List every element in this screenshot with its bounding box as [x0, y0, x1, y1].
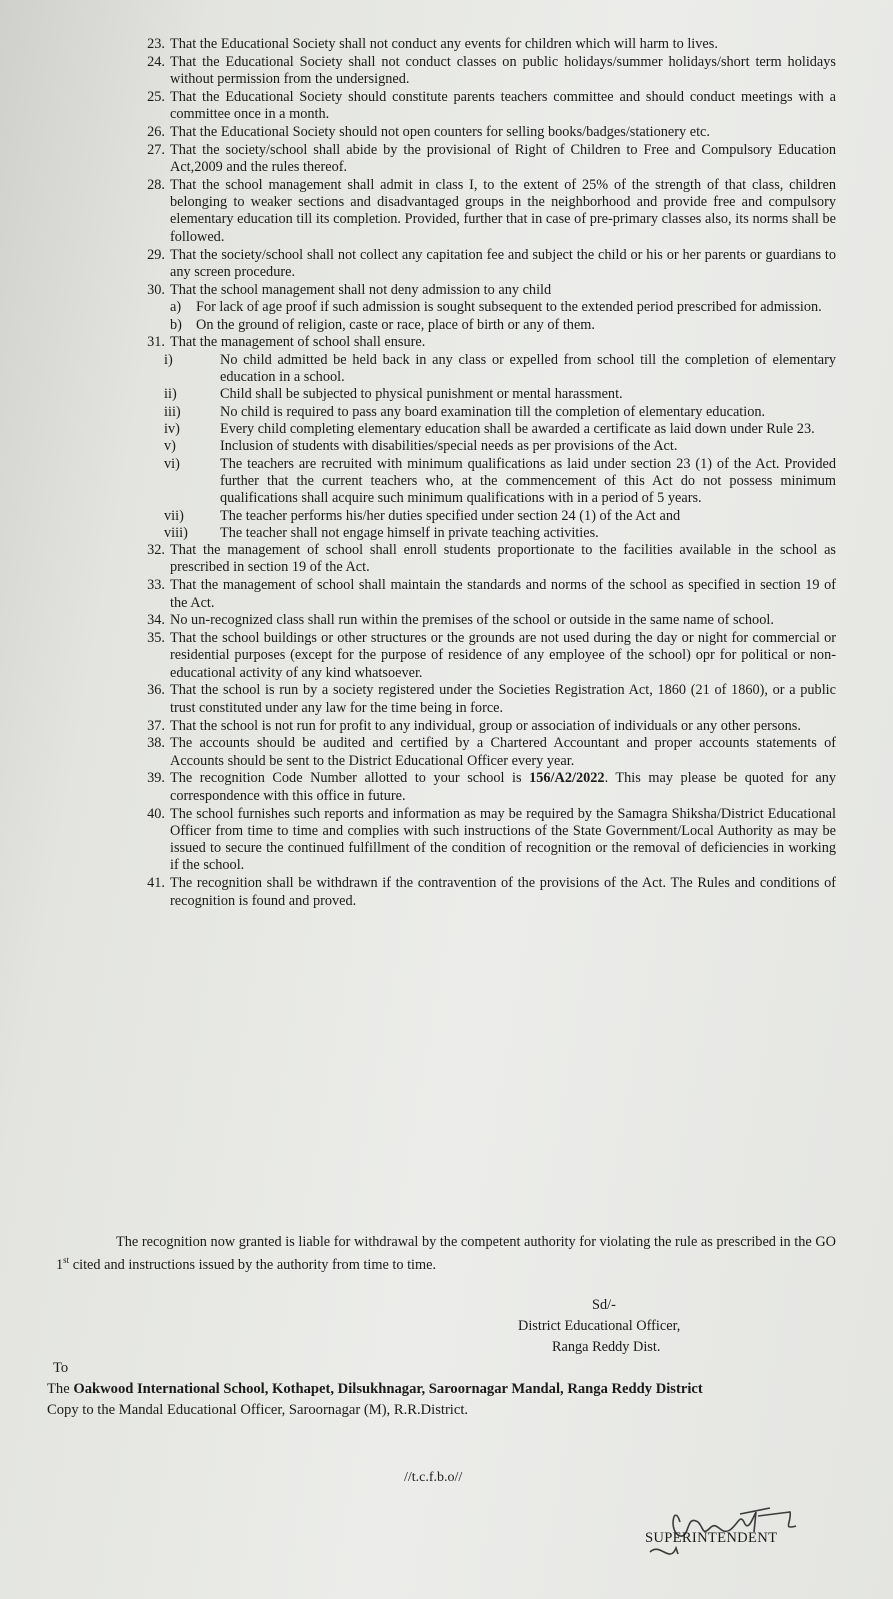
- item-number: 36.: [147, 682, 165, 699]
- item-number: 25.: [147, 88, 165, 105]
- item-number: 39.: [147, 770, 165, 787]
- item-text: That the school management shall not deny admission to any child: [170, 281, 552, 298]
- sub-item: [164, 438, 836, 455]
- closing-paragraph: [56, 1234, 836, 1274]
- item-number: 35.: [147, 630, 165, 647]
- item-number: 34.: [147, 612, 165, 629]
- sub-item-label: vii): [164, 507, 184, 524]
- item-text: That the management of school shall ensure.: [170, 334, 426, 351]
- conditions-list: [136, 36, 836, 910]
- item-text-part: The recognition Code Number allotted to your school is: [170, 770, 530, 787]
- reference-code: //t.c.f.b.o//: [404, 1470, 463, 1485]
- sub-item-label: i): [164, 351, 173, 368]
- item-text: That the Educational Society should not open counters for selling books/badges/stationery etc.: [170, 123, 710, 140]
- list-item: [136, 282, 836, 299]
- item-number: 23.: [147, 36, 165, 52]
- copy-to: Copy to the Mandal Educational Officer, Saroornagar (M), R.R.District.: [47, 1402, 469, 1418]
- list-item: [136, 89, 836, 124]
- item-number: 38.: [147, 735, 165, 752]
- item-text: No un-recognized class shall run within the premises of the school or outside in the same name of school.: [170, 612, 774, 629]
- superintendent-label: SUPERINTENDENT: [645, 1530, 778, 1546]
- item-text: That the Educational Society shall not conduct any events for children which will harm to lives.: [170, 36, 718, 52]
- sub-item: [164, 508, 836, 525]
- item-number: 30.: [147, 281, 165, 298]
- sub-item: [170, 299, 836, 316]
- item-text: The recognition shall be withdrawn if the contravention of the provisions of the Act. The Rules and conditions of recognition is found and proved.: [170, 875, 836, 909]
- sub-item: [164, 352, 836, 387]
- list-item: [136, 735, 836, 770]
- item-text: That the school is run by a society registered under the Societies Registration Act, 1860 (21 of 1860), or a public trust constituted under any law for the time being in force.: [170, 682, 836, 716]
- item-text: That the management of school shall enroll students proportionate to the facilities available in the school as prescribed in section 19 of the Act.: [170, 542, 836, 576]
- signature-block: [518, 1295, 748, 1358]
- list-item: [136, 542, 836, 577]
- list-item: [136, 142, 836, 177]
- closing-sup: st: [63, 1254, 70, 1265]
- item-number: 31.: [147, 334, 165, 351]
- item-text: That the school management shall admit in class I, to the extent of 25% of the strength of that class, children belonging to weaker sections and disadvantaged groups in the neighborhood and provide free and compulsory elementary education till its completion. Provided, further that in case of pre-primary classes also, its norms shall be followed.: [170, 176, 836, 245]
- sub-item: [170, 317, 836, 334]
- sub-item-label: b): [170, 316, 182, 333]
- item-number: 40.: [147, 805, 165, 822]
- item-text: The school furnishes such reports and information as may be required by the Samagra Shiksha/District Educational Officer from time to time and complies with such instructions of the State Government/Local Authority as may be issued to secure the continued fulfillment of the condition of recognition or the removal of deficiencies in working if the school.: [170, 805, 836, 874]
- sub-item-text: For lack of age proof if such admission is sought subsequent to the extended period prescribed for admission.: [196, 299, 822, 316]
- sub-item-text: The teacher shall not engage himself in private teaching activities.: [220, 524, 599, 541]
- list-item: [136, 718, 836, 735]
- item-number: 29.: [147, 246, 165, 263]
- sub-item: [164, 525, 836, 542]
- sub-item: [164, 456, 836, 508]
- list-item: [136, 577, 836, 612]
- item-text: That the management of school shall maintain the standards and norms of the school as specified in section 19 of the Act.: [170, 577, 836, 611]
- sub-item: [164, 421, 836, 438]
- sub-item-label: a): [170, 299, 182, 316]
- sub-item-text: The teacher performs his/her duties specified under section 24 (1) of the Act and: [220, 507, 681, 524]
- item-number: 32.: [147, 542, 165, 559]
- item-text: The accounts should be audited and certified by a Chartered Accountant and proper accounts statements of Accounts should be sent to the District Educational Officer every year.: [170, 735, 836, 769]
- list-item: [136, 630, 836, 682]
- list-item: [136, 54, 836, 89]
- list-item: [136, 36, 836, 53]
- closing-text-end: cited and instructions issued by the authority from time to time.: [69, 1256, 437, 1273]
- sub-item: [164, 404, 836, 421]
- list-item: [136, 875, 836, 910]
- list-item: [136, 770, 836, 805]
- sub-item-text: The teachers are recruited with minimum qualifications as laid under section 23 (1) of the Act. Provided further that the current teachers who, at the commencement of this Act do not possess minimum qualifications shall acquire such minimum qualifications with in a period of 5 years.: [220, 455, 836, 507]
- item-text: That the Educational Society should constitute parents teachers committee and should conduct meetings with a committee once in a month.: [170, 88, 836, 123]
- item-number: 27.: [147, 141, 165, 158]
- list-item: [136, 124, 836, 141]
- item-text-part: . This may please be quoted for any correspondence with this office in future.: [170, 770, 836, 804]
- sub-item-label: vi): [164, 455, 180, 472]
- sub-item-label: ii): [164, 386, 177, 403]
- sub-item-label: v): [164, 438, 176, 455]
- closing-text: The recognition now granted is liable for withdrawal by the competent authority for violating the rule as prescribed in the GO 1: [56, 1234, 836, 1273]
- officer-district: Ranga Reddy Dist.: [552, 1339, 661, 1355]
- address-block: [47, 1358, 847, 1421]
- sub-item-text: Inclusion of students with disabilities/special needs as per provisions of the Act.: [220, 438, 678, 455]
- item-text: [170, 770, 836, 805]
- to-label: To: [53, 1360, 69, 1376]
- addressee: [47, 1379, 847, 1400]
- item-text: That the society/school shall abide by the provisional of Right of Children to Free and Compulsory Education Act,2009 and the rules thereof.: [170, 141, 836, 176]
- list-item: [136, 682, 836, 717]
- addressee-prefix: The: [47, 1381, 74, 1397]
- sub-item-text: On the ground of religion, caste or race, place of birth or any of them.: [196, 316, 595, 333]
- item-number: 26.: [147, 123, 165, 140]
- item-text: That the school buildings or other structures or the grounds are not used during the day or night for commercial or residential purposes (except for the purpose of residence of any employee of the school) opr for political or non-educational activity of any kind whatsoever.: [170, 630, 836, 681]
- item-text: That the school is not run for profit to any individual, group or association of individuals or any other persons.: [170, 717, 801, 734]
- sub-item: [164, 386, 836, 403]
- recognition-code: 156/A2/2022: [529, 770, 605, 787]
- sub-item-text: Every child completing elementary education shall be awarded a certificate as laid down under Rule 23.: [220, 421, 815, 438]
- list-item: [136, 612, 836, 629]
- sub-item-text: No child admitted be held back in any class or expelled from school till the completion of elementary education in a school.: [220, 351, 836, 386]
- item-number: 33.: [147, 577, 165, 594]
- list-item: [136, 806, 836, 875]
- item-number: 41.: [147, 875, 165, 892]
- sub-item-label: viii): [164, 524, 188, 541]
- addressee-name: Oakwood International School, Kothapet, Dilsukhnagar, Saroornagar Mandal, Ranga Reddy District: [73, 1381, 703, 1397]
- officer-title: District Educational Officer,: [518, 1318, 681, 1334]
- sub-item-label: iii): [164, 403, 181, 420]
- sub-item-text: Child shall be subjected to physical punishment or mental harassment.: [220, 386, 623, 403]
- item-number: 28.: [147, 176, 165, 193]
- item-number: 24.: [147, 53, 165, 70]
- signed-mark: Sd/-: [592, 1297, 616, 1313]
- item-text: That the Educational Society shall not conduct classes on public holidays/summer holidays/short term holidays without permission from the undersigned.: [170, 53, 836, 88]
- list-item: [136, 334, 836, 351]
- list-item: [136, 247, 836, 282]
- sub-item-label: iv): [164, 421, 180, 438]
- list-item: [136, 177, 836, 246]
- item-number: 37.: [147, 717, 165, 734]
- item-text: That the society/school shall not collect any capitation fee and subject the child or his or her parents or guardians to any screen procedure.: [170, 246, 836, 280]
- sub-item-text: No child is required to pass any board examination till the completion of elementary education.: [220, 403, 766, 420]
